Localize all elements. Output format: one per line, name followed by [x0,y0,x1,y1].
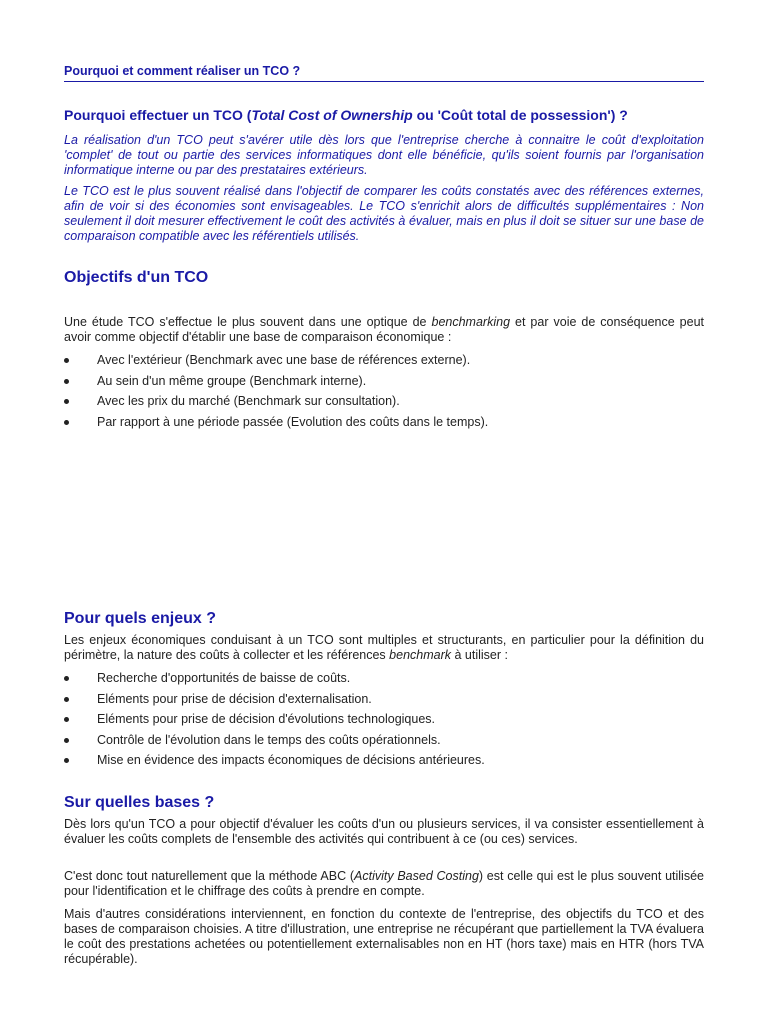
bullet-icon [64,676,69,681]
heading-text-after: ou 'Coût total de possession') ? [412,107,628,123]
list-item [64,374,704,395]
intro-text-before: Les enjeux économiques conduisant à un TCO sont multiples et structurants, en particulier pour la définition du périmètre, la nature des coûts à collecter et les références [64,633,704,662]
heading-text-italic: Total Cost of Ownership [251,107,413,123]
list-item [64,415,704,436]
objectifs-intro-paragraph [64,315,704,345]
objectifs-bullet-list [64,353,704,435]
intro-text-after: à utiliser : [451,648,508,662]
paragraph-text-after: ) est celle qui est le plus souvent utilisée pour l'identification et le chiffrage des coûts à prendre en compte. [64,869,704,898]
bullet-icon [64,758,69,763]
intro-text-italic: benchmarking [431,315,511,329]
list-item [64,353,704,374]
section-heading-bases: Sur quelles bases ? [64,794,215,811]
list-item-text: Avec les prix du marché (Benchmark sur consultation). [97,394,400,408]
bullet-icon [64,697,69,702]
list-item [64,394,704,415]
enjeux-intro-paragraph [64,633,704,663]
bullet-icon [64,358,69,363]
section-heading-pourquoi [64,107,704,123]
paragraph-text-italic: Activity Based Costing [354,869,479,883]
pourquoi-paragraph-2: Le TCO est le plus souvent réalisé dans l'objectif de comparer les coûts constatés avec des références externes, afin de voir si des économies sont envisageables. Le TCO s'enrichit alors de difficultés supplémentaires : Non seulement il doit mesurer effectivement le coût des activités à évaluer, mais en plus il doit se situer sur une base de comparaison compatible avec les référentiels utilisés. [64,184,704,243]
bases-paragraph-2 [64,869,704,899]
list-item-text: Au sein d'un même groupe (Benchmark interne). [97,373,367,388]
intro-text-after: et par voie de conséquence peut avoir comme objectif d'établir une base de comparaison économique : [64,315,704,344]
intro-text-italic: benchmark [389,648,452,662]
list-item-text: Mise en évidence des impacts économiques de décisions antérieures. [97,753,485,767]
list-item-text: Recherche d'opportunités de baisse de coûts. [97,671,351,685]
list-item [64,753,704,774]
bases-paragraph-1: Dès lors qu'un TCO a pour objectif d'évaluer les coûts d'un ou plusieurs services, il va consister essentiellement à évaluer les coûts complets de l'ensemble des activités qui contribuent à ce (ou ces) services. [64,817,704,846]
pourquoi-paragraph-1: La réalisation d'un TCO peut s'avérer utile dès lors que l'entreprise cherche à connaitre le coût d'exploitation 'complet' de tout ou partie des services informatiques dont elle bénéficie, qu'ils soient fournis par l'organisation informatique interne ou par des prestataires extérieurs. [64,133,704,177]
bullet-icon [64,738,69,743]
bullet-icon [64,399,69,404]
document-header-title: Pourquoi et comment réaliser un TCO ? [64,64,704,82]
intro-text-before: Une étude TCO s'effectue le plus souvent dans une optique de [64,315,432,329]
list-item-text: Eléments pour prise de décision d'évolutions technologiques. [97,712,436,726]
section-heading-enjeux: Pour quels enjeux ? [64,610,217,627]
list-item-text: Contrôle de l'évolution dans le temps des coûts opérationnels. [97,732,441,747]
bases-paragraph-3: Mais d'autres considérations interviennent, en fonction du contexte de l'entreprise, des objectifs du TCO et des bases de comparaison choisies. A titre d'illustration, une entreprise ne récupérant que partiellement la TVA évaluera le coût des prestations achetées ou potentiellement externalisables non en HT (hors taxe) mais en HTR (hors TVA récupérable). [64,907,704,966]
bullet-icon [64,379,69,384]
heading-text-before: Pourquoi effectuer un TCO ( [64,107,252,123]
bullet-icon [64,420,69,425]
list-item [64,692,704,713]
list-item-text: Avec l'extérieur (Benchmark avec une base de références externe). [97,353,471,367]
list-item [64,671,704,692]
list-item-text: Par rapport à une période passée (Evolution des coûts dans le temps). [97,414,489,429]
list-item-text: Eléments pour prise de décision d'externalisation. [97,691,372,706]
bullet-icon [64,717,69,722]
list-item [64,733,704,754]
paragraph-text-before: C'est donc tout naturellement que la méthode ABC ( [64,869,355,883]
list-item [64,712,704,733]
section-heading-objectifs: Objectifs d'un TCO [64,269,209,286]
enjeux-bullet-list [64,671,704,774]
